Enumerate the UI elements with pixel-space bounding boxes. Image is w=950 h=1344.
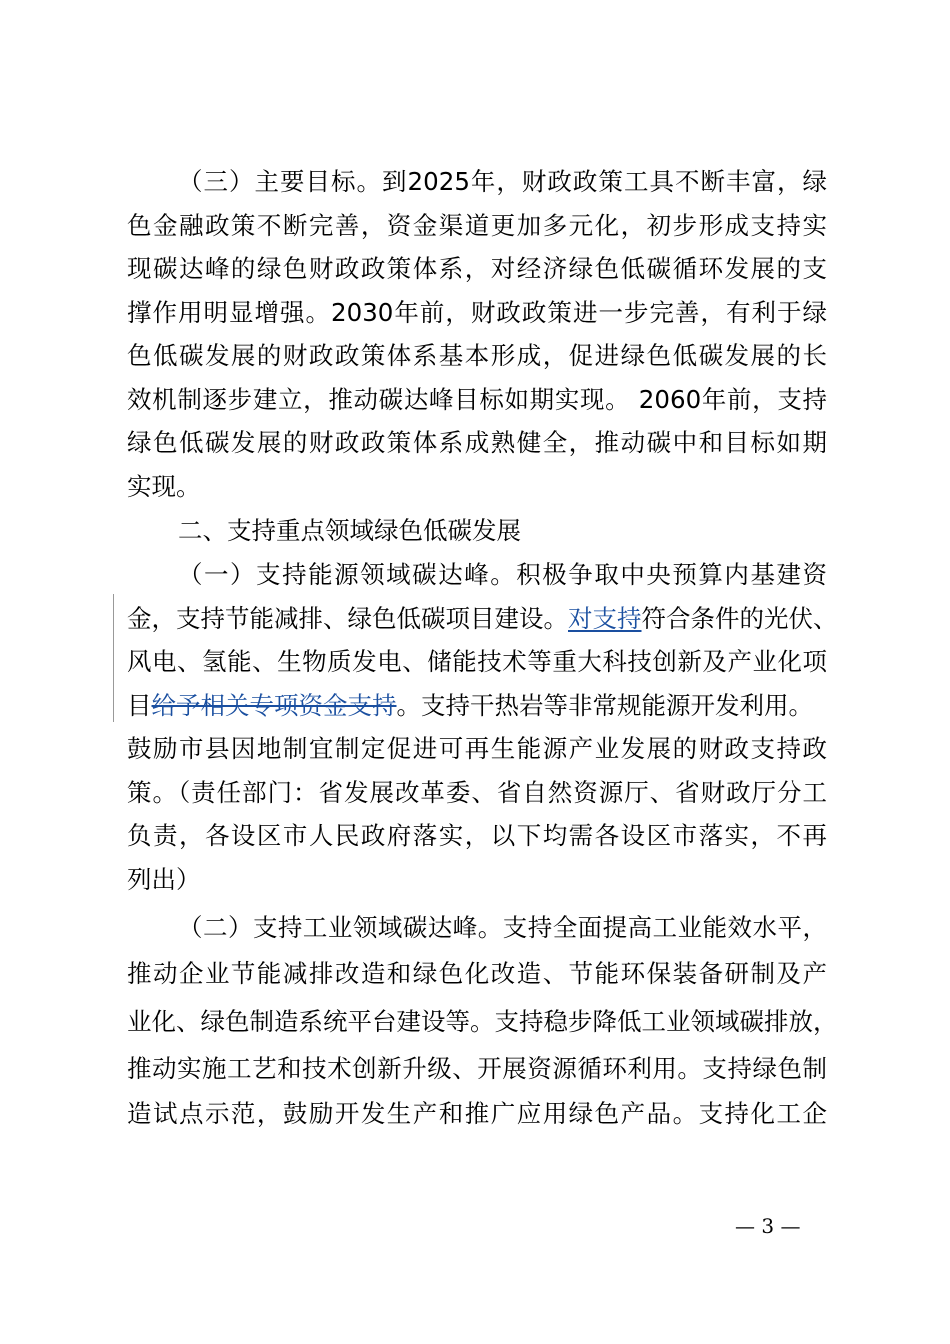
paragraph-line: 绿色低碳发展的财政政策体系成熟健全，推动碳中和目标如期: [127, 428, 827, 457]
paragraph-line: 推动企业节能减排改造和绿色化改造、节能环保装备研制及产: [127, 959, 827, 988]
paragraph-line: 列出）: [127, 865, 201, 894]
paragraph-line: 实现。: [127, 472, 201, 501]
paragraph-line: 负责，各设区市人民政府落实，以下均需各设区市落实，不再: [127, 821, 827, 850]
text-run: 金，支持节能减排、绿色低碳项目建设。: [127, 604, 568, 633]
paragraph-line: 业化、绿色制造系统平台建设等。支持稳步降低工业领域碳排放，: [127, 1007, 838, 1036]
paragraph-line: 策。（责任部门：省发展改革委、省自然资源厅、省财政厅分工: [127, 778, 827, 807]
tracked-deletion[interactable]: 给予相关专项资金支持: [151, 691, 397, 720]
text-run: 符合条件的光伏、: [641, 604, 838, 633]
tracked-insertion[interactable]: 对支持: [568, 604, 642, 633]
paragraph-line: 风电、氢能、生物质发电、储能技术等重大科技创新及产业化项: [127, 647, 827, 676]
paragraph-line: 造试点示范，鼓励开发生产和推广应用绿色产品。支持化工企: [127, 1099, 827, 1128]
paragraph-line: 鼓励市县因地制宜制定促进可再生能源产业发展的财政支持政: [127, 734, 827, 763]
paragraph-line: 色低碳发展的财政政策体系基本形成，促进绿色低碳发展的长: [127, 341, 827, 370]
paragraph-line: 色金融政策不断完善，资金渠道更加多元化，初步形成支持实: [127, 211, 827, 240]
paragraph-line: [127, 597, 838, 641]
paragraph-line: （二）支持工业领域碳达峰。支持全面提高工业能效水平，: [178, 913, 827, 942]
text-run: 目: [127, 691, 152, 720]
revision-change-bar: [113, 594, 114, 722]
section-heading: 二、支持重点领域绿色低碳发展: [178, 516, 521, 545]
paragraph-line: [127, 684, 827, 728]
page-number: — 3 —: [735, 1214, 801, 1238]
paragraph-line: 效机制逐步建立，推动碳达峰目标如期实现。 2060年前，支持: [127, 385, 827, 414]
paragraph-line: 推动实施工艺和技术创新升级、开展资源循环利用。支持绿色制: [127, 1054, 827, 1083]
text-run: 。支持干热岩等非常规能源开发利用。: [396, 691, 813, 720]
paragraph-line: 撑作用明显增强。2030年前，财政政策进一步完善，有利于绿: [127, 298, 827, 327]
paragraph-line: （一）支持能源领域碳达峰。积极争取中央预算内基建资: [178, 560, 827, 589]
paragraph-line: 现碳达峰的绿色财政政策体系，对经济绿色低碳循环发展的支: [127, 254, 827, 283]
paragraph-line: （三）主要目标。到2025年，财政政策工具不断丰富，绿: [178, 167, 827, 196]
